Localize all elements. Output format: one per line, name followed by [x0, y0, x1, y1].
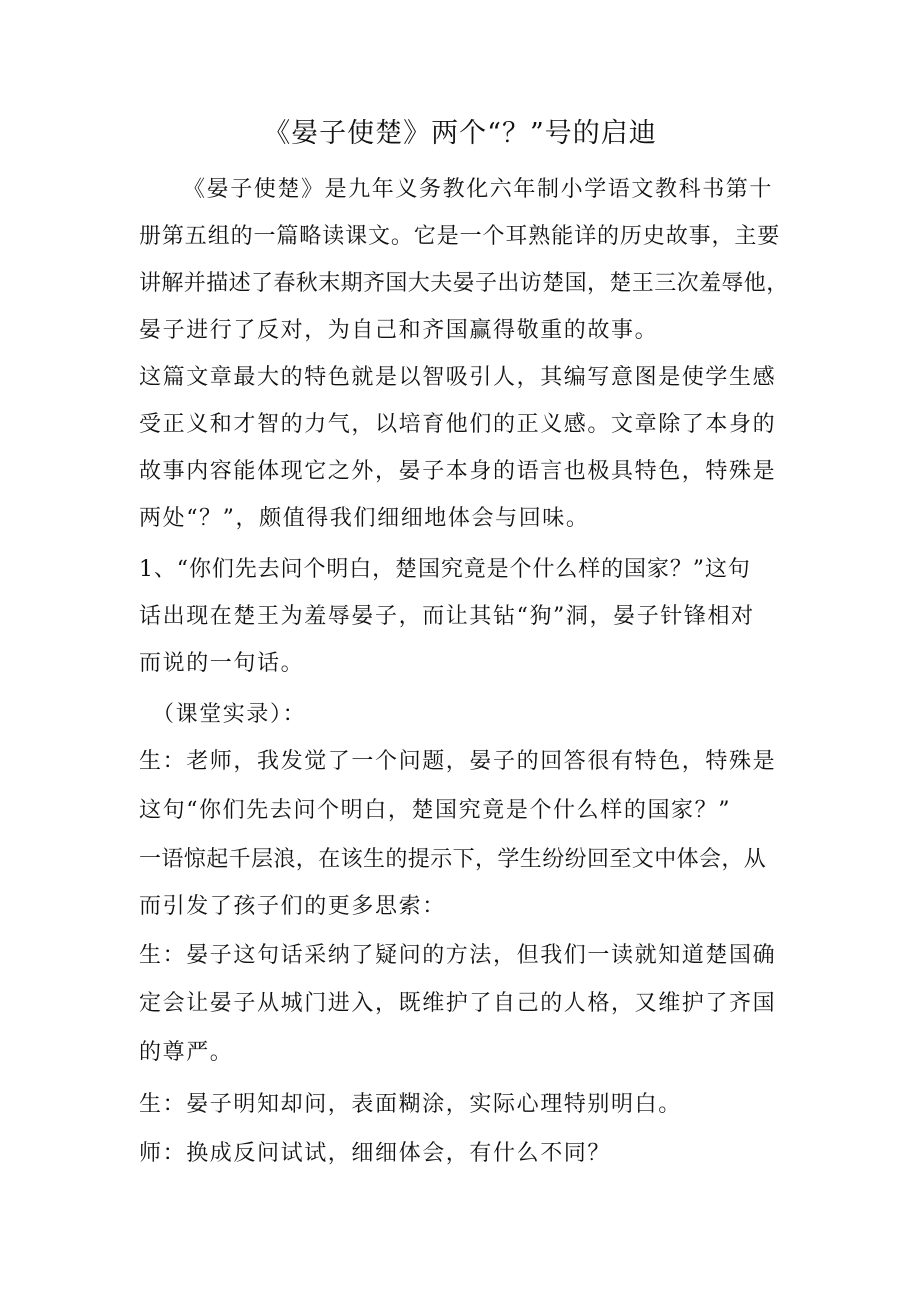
- dialogue-line: 生：老师，我发觉了一个问题，晏子的回答很有特色，特殊是: [139, 749, 777, 774]
- paragraph-line: 故事内容能体现它之外，晏子本身的语言也极具特色，特殊是: [139, 459, 777, 484]
- paragraph-line: 这篇文章最大的特色就是以智吸引人，其编写意图是使学生感: [139, 365, 777, 390]
- paragraph-line: 话出现在楚王为羞辱晏子，而让其钻“狗”洞，晏子针锋相对: [139, 604, 755, 629]
- document-title: 《晏子使楚》两个“？”号的启迪: [263, 118, 657, 149]
- dialogue-line: 这句“你们先去问个明白，楚国究竟是个什么样的国家？”: [139, 798, 732, 823]
- section-label: （课堂实录）：: [152, 702, 307, 727]
- paragraph-line: 《晏子使楚》是九年义务教化六年制小学语文教科书第十: [183, 177, 774, 202]
- paragraph-line: 一语惊起千层浪，在该生的提示下，学生纷纷回至文中体会，从: [139, 847, 767, 872]
- dialogue-line: 生：晏子这句话采纳了疑问的方法，但我们一读就知道楚国确: [139, 943, 777, 968]
- paragraph-line: 晏子进行了反对，为自己和齐国赢得敬重的故事。: [139, 318, 659, 343]
- paragraph-line: 两处“？”，颇值得我们细细地体会与回味。: [139, 506, 590, 531]
- dialogue-line: 的尊严。: [139, 1040, 234, 1065]
- dialogue-line: 师：换成反问试试，细细体会，有什么不同？: [139, 1141, 612, 1166]
- paragraph-line: 1、“你们先去问个明白，楚国究竟是个什么样的国家？”这句: [139, 557, 751, 582]
- paragraph-line: 受正义和才智的力气，以培育他们的正义感。文章除了本身的: [139, 412, 777, 437]
- paragraph-line: 册第五组的一篇略读课文。它是一个耳熟能详的历史故事，主要: [139, 224, 781, 249]
- paragraph-line: 而说的一句话。: [139, 651, 305, 676]
- dialogue-line: 生：晏子明知却问，表面糊涂，实际心理特别明白。: [139, 1092, 682, 1117]
- paragraph-line: 而引发了孩子们的更多思索：: [139, 894, 446, 919]
- dialogue-line: 定会让晏子从城门进入，既维护了自己的人格，又维护了齐国: [139, 991, 777, 1016]
- paragraph-line: 讲解并描述了春秋末期齐国大夫晏子出访楚国，楚王三次羞辱他，: [139, 271, 789, 296]
